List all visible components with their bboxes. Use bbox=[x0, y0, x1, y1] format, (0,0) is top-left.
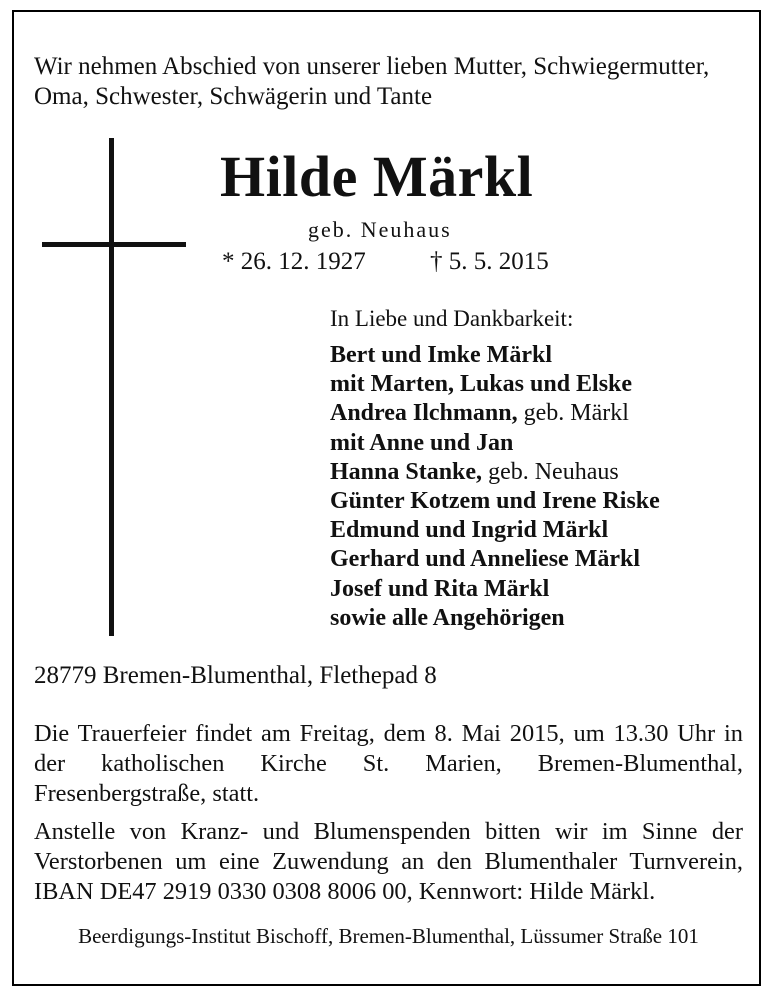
mourner-row: Bert und Imke Märkl bbox=[330, 342, 552, 368]
birth-date: * 26. 12. 1927 bbox=[222, 248, 366, 275]
mourner-row: Edmund und Ingrid Märkl bbox=[330, 517, 609, 544]
mourner-row: Gerhard und Anneliese Märkl bbox=[330, 546, 641, 573]
mourner-row: sowie alle Angehörigen bbox=[330, 604, 565, 631]
funeral-home-footer: Beerdigungs-Institut Bischoff, Bremen-Blumenthal, Lüssumer Straße 101 bbox=[78, 924, 699, 948]
mourner-row: mit Marten, Lukas und Elske bbox=[330, 371, 633, 398]
obituary-notice bbox=[12, 10, 761, 986]
mourner-row: Hanna Stanke, geb. Neuhaus bbox=[330, 458, 619, 485]
mourner-row: Andrea Ilchmann, geb. Märkl bbox=[330, 400, 629, 427]
cross-vertical-bar bbox=[109, 138, 114, 636]
donation-request: Anstelle von Kranz- und Blumenspenden bitten wir im Sinne der Verstorbenen um eine Zuwendung an den Blumenthaler Turnverein, IBAN DE47 2919 0330 0308 8006 00, Kennwort: Hilde Märkl. bbox=[34, 818, 743, 905]
thanks-line: In Liebe und Dankbarkeit: bbox=[330, 306, 574, 331]
maiden-name: geb. Neuhaus bbox=[308, 217, 452, 242]
cross-horizontal-bar bbox=[42, 242, 186, 247]
deceased-name: Hilde Märkl bbox=[220, 144, 534, 209]
mourner-row: Josef und Rita Märkl bbox=[330, 575, 550, 602]
mourners-list bbox=[330, 341, 660, 633]
mourner-row: Günter Kotzem und Irene Riske bbox=[330, 488, 660, 515]
family-address: 28779 Bremen-Blumenthal, Flethepad 8 bbox=[34, 662, 437, 689]
mourner-row: mit Anne und Jan bbox=[330, 429, 514, 456]
death-date: † 5. 5. 2015 bbox=[430, 248, 549, 275]
funeral-info: Die Trauerfeier findet am Freitag, dem 8. Mai 2015, um 13.30 Uhr in der katholischen Kirche St. Marien, Bremen-Blumenthal, Fresenbergstraße, statt. bbox=[34, 720, 743, 807]
intro-text: Wir nehmen Abschied von unserer lieben Mutter, Schwiegermutter, Oma, Schwester, Schwägerin und Tante bbox=[34, 53, 710, 110]
